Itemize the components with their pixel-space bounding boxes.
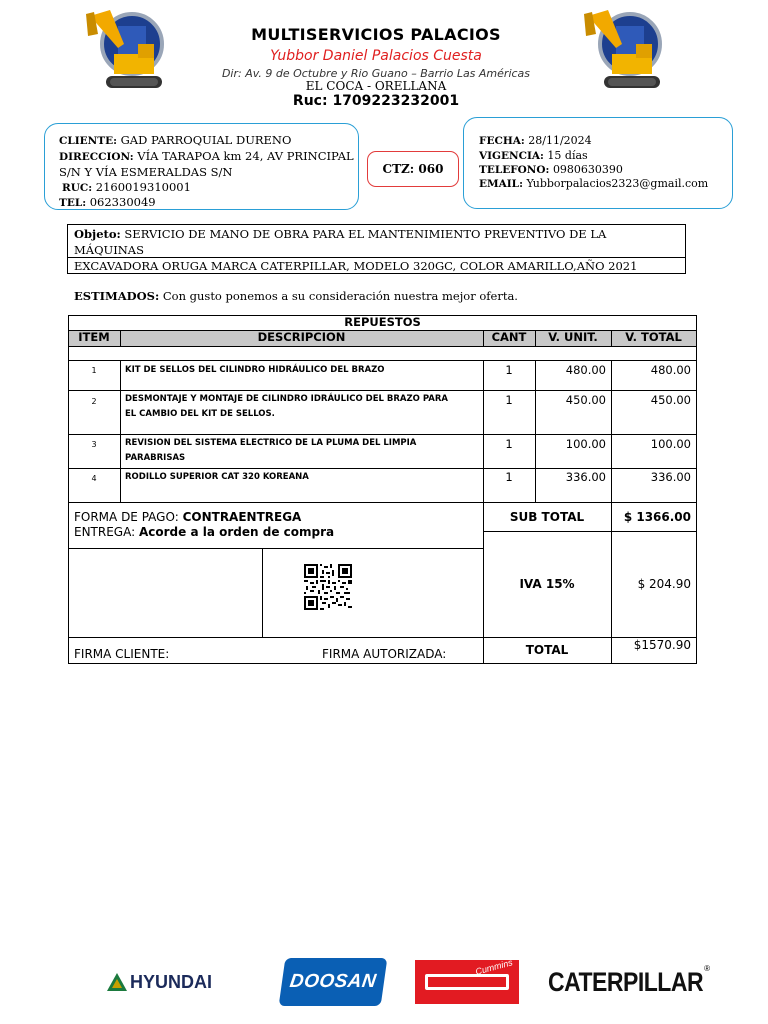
row-4-item: 4 xyxy=(91,474,97,483)
cummins-c-mark xyxy=(425,974,509,990)
objeto-line-1: SERVICIO DE MANO DE OBRA PARA EL MANTENIMIENTO PREVENTIVO DE LA MÁQUINAS xyxy=(74,227,607,257)
row-2-item: 2 xyxy=(91,397,97,406)
row-2-desc-1: DESMONTAJE Y MONTAJE DE CILINDRO IDRÁULICO DEL BRAZO PARA xyxy=(125,394,449,404)
direccion-value-2: S/N Y VÍA ESMERALDAS S/N xyxy=(59,165,233,179)
table-rows-bottom xyxy=(68,502,697,503)
header-vtotal: V. TOTAL xyxy=(625,330,682,344)
telefono-value: 0980630390 xyxy=(552,163,623,176)
row-2-unit: 450.00 xyxy=(565,393,606,407)
forma-pago-value: CONTRAENTREGA xyxy=(182,510,302,524)
table-right-border xyxy=(696,315,697,664)
forma-pago-line xyxy=(74,510,301,524)
vigencia-label: VIGENCIA: xyxy=(479,150,544,162)
row-2-total: 450.00 xyxy=(650,393,691,407)
qr-code-icon xyxy=(304,564,352,610)
row-3-total: 100.00 xyxy=(650,437,691,451)
excavator-logo-left xyxy=(80,4,164,100)
row-3-cant: 1 xyxy=(505,437,513,451)
caterpillar-logo xyxy=(548,964,712,1000)
forma-pago-label: FORMA DE PAGO: xyxy=(74,510,179,524)
telefono-label: TELEFONO: xyxy=(479,164,550,176)
header-descripcion: DESCRIPCION xyxy=(257,330,346,344)
client-ruc-label: RUC: xyxy=(62,182,93,194)
company-name: MULTISERVICIOS PALACIOS xyxy=(251,25,501,44)
client-tel-label: TEL: xyxy=(59,197,87,209)
registered-icon: ® xyxy=(704,964,710,973)
row-4-cant: 1 xyxy=(505,470,513,484)
table-title: REPUESTOS xyxy=(344,315,421,329)
subtotal-label: SUB TOTAL xyxy=(509,510,585,524)
table-header-bottom xyxy=(68,346,697,347)
row-3-item: 3 xyxy=(91,440,97,449)
header-cant: CANT xyxy=(491,330,527,344)
client-address-line xyxy=(59,149,354,163)
row-4-unit: 336.00 xyxy=(565,470,606,484)
client-value: GAD PARROQUIAL DURENO xyxy=(120,133,292,147)
client-name-line xyxy=(59,133,291,147)
col-item-divider xyxy=(120,360,121,502)
iva-bottom xyxy=(68,637,697,638)
row-1-cant: 1 xyxy=(505,363,513,377)
row-4-total: 336.00 xyxy=(650,470,691,484)
table-row2-top xyxy=(68,390,697,391)
firma-autorizada: FIRMA AUTORIZADA: xyxy=(322,647,447,661)
row-1-item: 1 xyxy=(91,366,97,375)
direccion-label: DIRECCION: xyxy=(59,151,134,163)
payment-bottom xyxy=(68,548,484,549)
firma-cliente: FIRMA CLIENTE: xyxy=(74,647,170,661)
subtotal-value: $ 1366.00 xyxy=(623,510,691,524)
table-row4-top xyxy=(68,468,697,469)
entrega-line xyxy=(74,525,334,539)
doosan-text: DOOSAN xyxy=(288,971,378,992)
row-1-total: 480.00 xyxy=(650,363,691,377)
email-label: EMAIL: xyxy=(479,178,523,190)
header-item: ITEM xyxy=(78,330,110,344)
doosan-logo xyxy=(279,958,388,1006)
company-address: Dir: Av. 9 de Octubre y Rio Guano – Barrio Las Américas xyxy=(221,67,531,80)
row-2-cant: 1 xyxy=(505,393,513,407)
table-bottom-border xyxy=(68,663,697,664)
row-3-desc-2: PARABRISAS xyxy=(125,453,186,463)
row-1-unit: 480.00 xyxy=(565,363,606,377)
table-row3-top xyxy=(68,434,697,435)
hyundai-logo xyxy=(106,960,226,1004)
hyundai-text: HYUNDAI xyxy=(130,971,213,992)
company-city: EL COCA - ORELLANA xyxy=(305,79,447,93)
owner-name: Yubbor Daniel Palacios Cuesta xyxy=(270,48,482,64)
client-info-box xyxy=(44,123,359,210)
objeto-blank-row xyxy=(67,258,686,274)
entrega-value: Acorde a la orden de compra xyxy=(138,525,335,539)
row-1-desc: KIT DE SELLOS DEL CILINDRO HIDRÁULICO DEL BRAZO xyxy=(125,365,385,375)
iva-value: $ 204.90 xyxy=(637,577,691,591)
fecha-value: 28/11/2024 xyxy=(528,134,592,147)
company-ruc: Ruc: 1709223232001 xyxy=(292,93,460,109)
cummins-logo xyxy=(415,957,519,1004)
cummins-text: Cummins xyxy=(474,957,514,977)
iva-label: IVA 15% xyxy=(519,577,575,591)
vigencia-line xyxy=(479,149,588,162)
brand-logos-row xyxy=(0,958,768,1008)
entrega-label: ENTREGA: xyxy=(74,525,136,539)
row-2-desc-2: EL CAMBIO DEL KIT DE SELLOS. xyxy=(125,409,275,419)
estimados-text: Con gusto ponemos a su consideración nuestra mejor oferta. xyxy=(162,289,518,303)
qr-divider xyxy=(262,548,263,637)
total-value: $1570.90 xyxy=(633,638,691,652)
client-tel-line xyxy=(59,195,156,209)
fecha-label: FECHA: xyxy=(479,135,525,147)
client-tel-value: 062330049 xyxy=(89,195,156,209)
row-4-desc: RODILLO SUPERIOR CAT 320 KOREANA xyxy=(125,472,309,482)
vigencia-value: 15 días xyxy=(547,149,588,162)
subtotal-bottom xyxy=(483,531,697,532)
hyundai-triangle-icon xyxy=(106,972,128,992)
client-ruc-value: 2160019310001 xyxy=(95,180,191,194)
quote-details-box xyxy=(463,117,733,209)
objeto-label: Objeto: xyxy=(74,227,121,241)
client-ruc-line xyxy=(62,180,191,194)
telefono-line xyxy=(479,163,623,176)
caterpillar-text: CATERPILLAR xyxy=(548,966,704,997)
fecha-line xyxy=(479,134,592,147)
total-label: TOTAL xyxy=(525,643,569,657)
estimados-label: ESTIMADOS: xyxy=(74,289,160,303)
ctz-number: CTZ: 060 xyxy=(367,151,459,187)
email-line xyxy=(479,177,708,190)
table-row1-top xyxy=(68,360,697,361)
row-3-unit: 100.00 xyxy=(565,437,606,451)
client-label: CLIENTE: xyxy=(59,135,117,147)
objeto-line-2: EXCAVADORA ORUGA MARCA CATERPILLAR, MODELO 320GC, COLOR AMARILLO,AÑO 2021 xyxy=(74,259,638,273)
row-3-desc-1: REVISION DEL SISTEMA ELECTRICO DE LA PLUMA DEL LIMPIA xyxy=(125,438,417,448)
objeto-box xyxy=(67,224,686,273)
header-vunit: V. UNIT. xyxy=(548,330,598,344)
email-value: Yubborpalacios2323@gmail.com xyxy=(526,177,709,190)
estimados-line xyxy=(74,289,518,303)
direccion-value-1: VÍA TARAPOA km 24, AV PRINCIPAL xyxy=(137,149,354,163)
